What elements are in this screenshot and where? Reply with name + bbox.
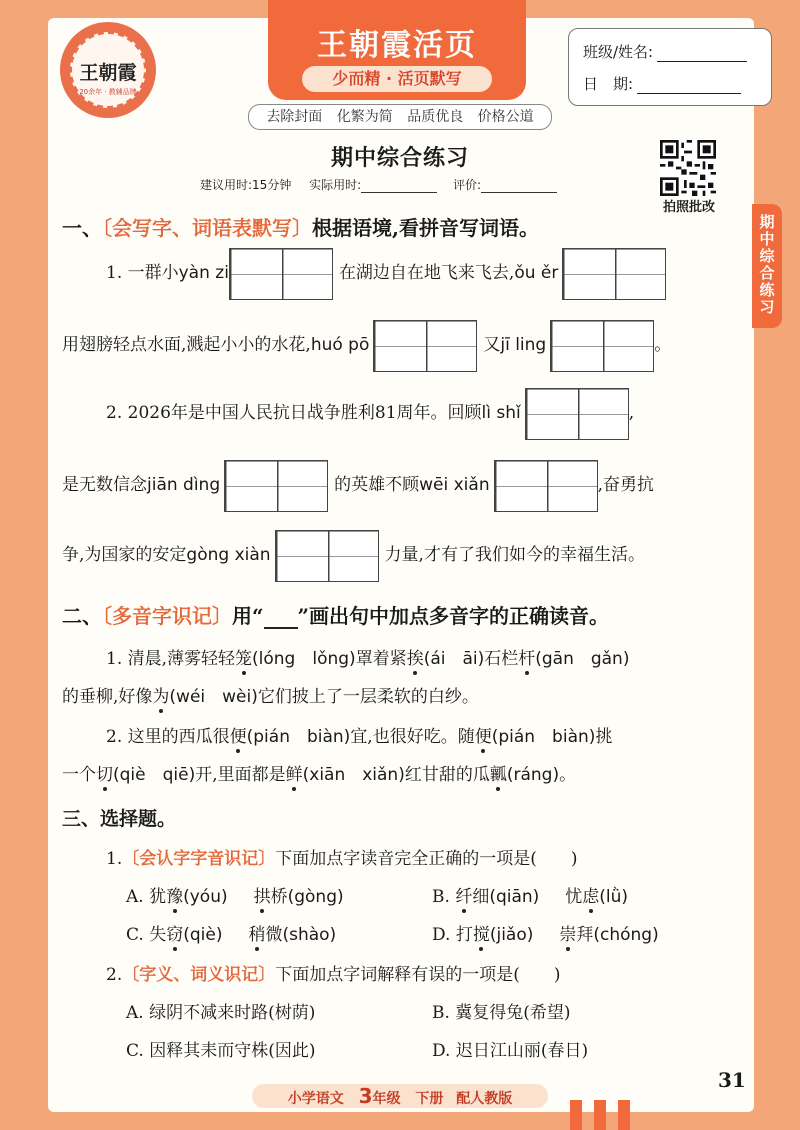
dotted-char: 笼 — [235, 649, 253, 669]
question-tag: 〔会认字字音识记〕 — [122, 849, 276, 869]
q2-text: , — [628, 403, 635, 423]
q2-line3 — [62, 528, 645, 582]
reading-choice[interactable]: (xiān xiǎn) — [302, 765, 405, 785]
seal-name: 王朝霞 — [79, 62, 137, 84]
q1-text: 用翅膀轻点水面,溅起小小的水花, — [62, 335, 311, 355]
s2-line1 — [106, 644, 629, 669]
answer-grid-2[interactable] — [229, 248, 333, 300]
s3-q2-stem — [106, 960, 561, 985]
answer-grid-2[interactable] — [525, 388, 629, 440]
s2-text: 石栏 — [484, 649, 519, 669]
q2-text: 是无数信念 — [62, 475, 147, 495]
option-word: 桥 — [270, 887, 288, 907]
dotted-char: 便 — [474, 727, 492, 747]
pinyin-given: (ráng) — [506, 765, 560, 785]
option-pinyin: (yóu) — [183, 887, 228, 907]
brand-seal-logo — [60, 22, 156, 118]
q2-text: 争,为国家的安定 — [62, 545, 187, 565]
q1-line2 — [62, 318, 671, 372]
s3-q2-option-b[interactable]: B. 冀复得兔(希望) — [432, 1003, 571, 1023]
binding-tab — [570, 1100, 582, 1130]
qr-label: 拍照批改 — [662, 200, 715, 215]
dotted-char: 拱 — [253, 887, 271, 907]
reading-choice[interactable]: (pián biàn) — [246, 727, 351, 747]
s2-text: 一个 — [62, 765, 96, 785]
q2-line1 — [106, 386, 634, 440]
s2-text: 2. 这里的西瓜很 — [106, 727, 230, 747]
s2-text: 罩着紧 — [355, 649, 407, 669]
date-field[interactable] — [637, 79, 741, 94]
slogan-item: 品质优良 — [407, 109, 464, 125]
dotted-char: 杆 — [518, 649, 536, 669]
pinyin-prompt: huó pō — [310, 335, 370, 355]
option-pinyin: (lǜ) — [599, 887, 629, 907]
option-pinyin: (gòng) — [287, 887, 344, 907]
section-2-instruction: ”画出句中加点多音字的正确读音。 — [297, 604, 610, 628]
footer-edition: 配人教版 — [456, 1091, 513, 1107]
underline-sample — [264, 609, 298, 629]
option-pinyin: (qiān) — [489, 887, 540, 907]
brand-tagline: 少而精 · 活页默写 — [302, 66, 492, 92]
slogan-bar — [248, 104, 552, 130]
question-stem: 下面加点字读音完全正确的一项是( ) — [275, 849, 578, 869]
option-word: 忧 — [565, 887, 583, 907]
option-word: 打 — [455, 925, 473, 945]
answer-grid-2[interactable] — [275, 530, 379, 582]
side-tab-label: 期中综合练习 — [759, 213, 775, 316]
answer-grid-2[interactable] — [224, 460, 328, 512]
footer-subject: 小学语文 — [287, 1091, 344, 1107]
dotted-char: 瓤 — [489, 765, 507, 785]
binding-tab — [594, 1100, 606, 1130]
section-2-tag: 〔多音字识记〕 — [102, 604, 232, 628]
slogan-item: 价格公道 — [477, 109, 534, 125]
s3-q1-option-c[interactable] — [126, 920, 336, 945]
pinyin-prompt: jiān dìng — [147, 475, 221, 495]
option-pinyin: (qiè) — [183, 925, 223, 945]
slogan-item: 化繁为简 — [336, 109, 393, 125]
q1-text: 1. 一群小 — [106, 263, 179, 283]
q2-text: 力量,才有了我们如今的幸福生活。 — [384, 545, 645, 565]
q1-text: 。 — [654, 335, 672, 355]
date-label: 日 期: — [583, 75, 634, 93]
dotted-char: 纤 — [455, 887, 473, 907]
dotted-char: 便 — [229, 727, 247, 747]
dotted-char: 为 — [152, 687, 170, 707]
s2-text: 1. 清晨,薄雾轻轻 — [106, 649, 236, 669]
option-pinyin: (shào) — [282, 925, 337, 945]
s2-text: 的垂柳,好像 — [62, 687, 153, 707]
dotted-char: 豫 — [166, 887, 184, 907]
pinyin-prompt: lì shǐ — [481, 403, 521, 423]
answer-grid-2[interactable] — [550, 320, 654, 372]
q2-text: 的英雄不顾 — [334, 475, 420, 495]
dotted-char: 崇 — [559, 925, 577, 945]
option-pinyin: (chóng) — [593, 925, 659, 945]
page-number: 31 — [718, 1068, 746, 1092]
name-field[interactable] — [657, 47, 747, 62]
section-1-heading — [62, 212, 539, 241]
s2-text: 红甘甜的瓜 — [404, 765, 490, 785]
q1-text: 又 — [483, 335, 501, 355]
q1-text: 在湖边自在地飞来飞去, — [338, 263, 515, 283]
footer-grade: 3 — [358, 1084, 373, 1108]
answer-grid-2[interactable] — [562, 248, 666, 300]
option-pinyin: (jiǎo) — [489, 925, 534, 945]
brand-name: 王朝霞活页 — [317, 28, 477, 63]
s2-line3 — [106, 722, 612, 747]
reading-choice[interactable]: (pián biàn) — [491, 727, 596, 747]
question-number: 2. — [106, 965, 123, 985]
option-label: D. — [432, 925, 456, 945]
q1-line1 — [106, 246, 666, 300]
option-word: 犹 — [149, 887, 167, 907]
side-tab — [752, 204, 782, 328]
s2-text: 它们披上了一层柔软的白纱。 — [257, 687, 479, 707]
actual-time-field[interactable] — [361, 180, 437, 193]
rating-field[interactable] — [481, 180, 557, 193]
dotted-char: 切 — [96, 765, 113, 785]
name-label: 班级/姓名: — [583, 43, 654, 61]
section-2-number: 二、 — [62, 604, 102, 628]
pinyin-prompt: wēi xiǎn — [419, 475, 490, 495]
s3-q1-option-a[interactable] — [126, 882, 344, 907]
suggested-time: 建议用时:15分钟 — [200, 178, 292, 192]
question-tag: 〔字义、词义识记〕 — [122, 965, 276, 985]
pinyin-prompt: ǒu ěr — [514, 263, 559, 283]
reading-choice[interactable]: (wéi wèi) — [169, 687, 258, 707]
slogan-item: 去除封面 — [266, 109, 323, 125]
brand-banner — [268, 0, 526, 100]
s3-q2-option-d[interactable]: D. 迟日江山丽(春日) — [432, 1041, 589, 1061]
dotted-char: 窃 — [166, 925, 184, 945]
question-stem: 下面加点字词解释有误的一项是( ) — [275, 965, 561, 985]
seal-sub: 20余年 · 教辅品牌 — [79, 88, 137, 96]
dotted-char: 搅 — [472, 925, 490, 945]
s3-q2-option-c[interactable]: C. 因释其耒而守株(因此) — [126, 1041, 316, 1061]
dotted-char: 鲜 — [285, 765, 303, 785]
reading-choice[interactable]: (lóng lǒng) — [252, 649, 356, 669]
option-label: B. — [432, 887, 456, 907]
q2-line2 — [62, 458, 654, 512]
reading-choice[interactable]: (ái āi) — [423, 649, 485, 669]
reading-choice[interactable]: (gān gǎn) — [535, 649, 630, 669]
answer-grid-2[interactable] — [373, 320, 477, 372]
s2-line4 — [62, 760, 576, 785]
timing-row — [200, 176, 557, 193]
dotted-char: 虑 — [582, 887, 600, 907]
actual-time-label: 实际用时: — [309, 178, 362, 192]
option-word: 拜 — [576, 925, 594, 945]
question-number: 1. — [106, 849, 123, 869]
answer-grid-2[interactable] — [494, 460, 598, 512]
option-label: C. — [126, 925, 150, 945]
worksheet-title: 期中综合练习 — [330, 145, 469, 171]
s3-q1-option-d[interactable] — [432, 920, 659, 945]
section-2-heading — [62, 600, 609, 629]
s2-text: 挑 — [595, 727, 613, 747]
footer-term: 下册 — [415, 1091, 444, 1107]
option-word: 细 — [472, 887, 490, 907]
option-label: A. — [126, 887, 150, 907]
section-3-heading: 三、选择题。 — [62, 808, 177, 830]
section-1-number: 一、 — [62, 216, 102, 240]
section-2-instruction: 用“ — [232, 604, 264, 628]
q2-text: ,奋勇抗 — [597, 475, 654, 495]
s3-q2-option-a[interactable]: A. 绿阴不减来时路(树荫) — [126, 1003, 316, 1023]
s2-text: 。 — [559, 765, 577, 785]
option-word: 微 — [265, 925, 283, 945]
s2-line2 — [62, 682, 479, 707]
s3-q1-stem — [106, 844, 578, 869]
s2-text: 开,里面都是 — [195, 765, 286, 785]
section-1-instruction: 根据语境,看拼音写词语。 — [312, 216, 539, 240]
dotted-char: 稍 — [248, 925, 266, 945]
rating-label: 评价: — [453, 178, 482, 192]
reading-choice[interactable]: (qiè qiē) — [113, 765, 196, 785]
footer-grade-unit: 年级 — [372, 1091, 401, 1107]
student-info-box — [568, 28, 772, 106]
pinyin-prompt: gòng xiàn — [186, 545, 271, 565]
pinyin-prompt: yàn zi — [178, 263, 229, 283]
footer-bar — [252, 1084, 548, 1108]
q2-text: 2. 2026年是中国人民抗日战争胜利81周年。回顾 — [106, 403, 482, 423]
dotted-char: 挨 — [406, 649, 424, 669]
s2-text: 宜,也很好吃。随 — [350, 727, 475, 747]
s3-q1-option-b[interactable] — [432, 882, 628, 907]
option-word: 失 — [149, 925, 167, 945]
pinyin-prompt: jī ling — [500, 335, 547, 355]
binding-tab — [618, 1100, 630, 1130]
section-1-tag: 〔会写字、词语表默写〕 — [102, 216, 312, 240]
